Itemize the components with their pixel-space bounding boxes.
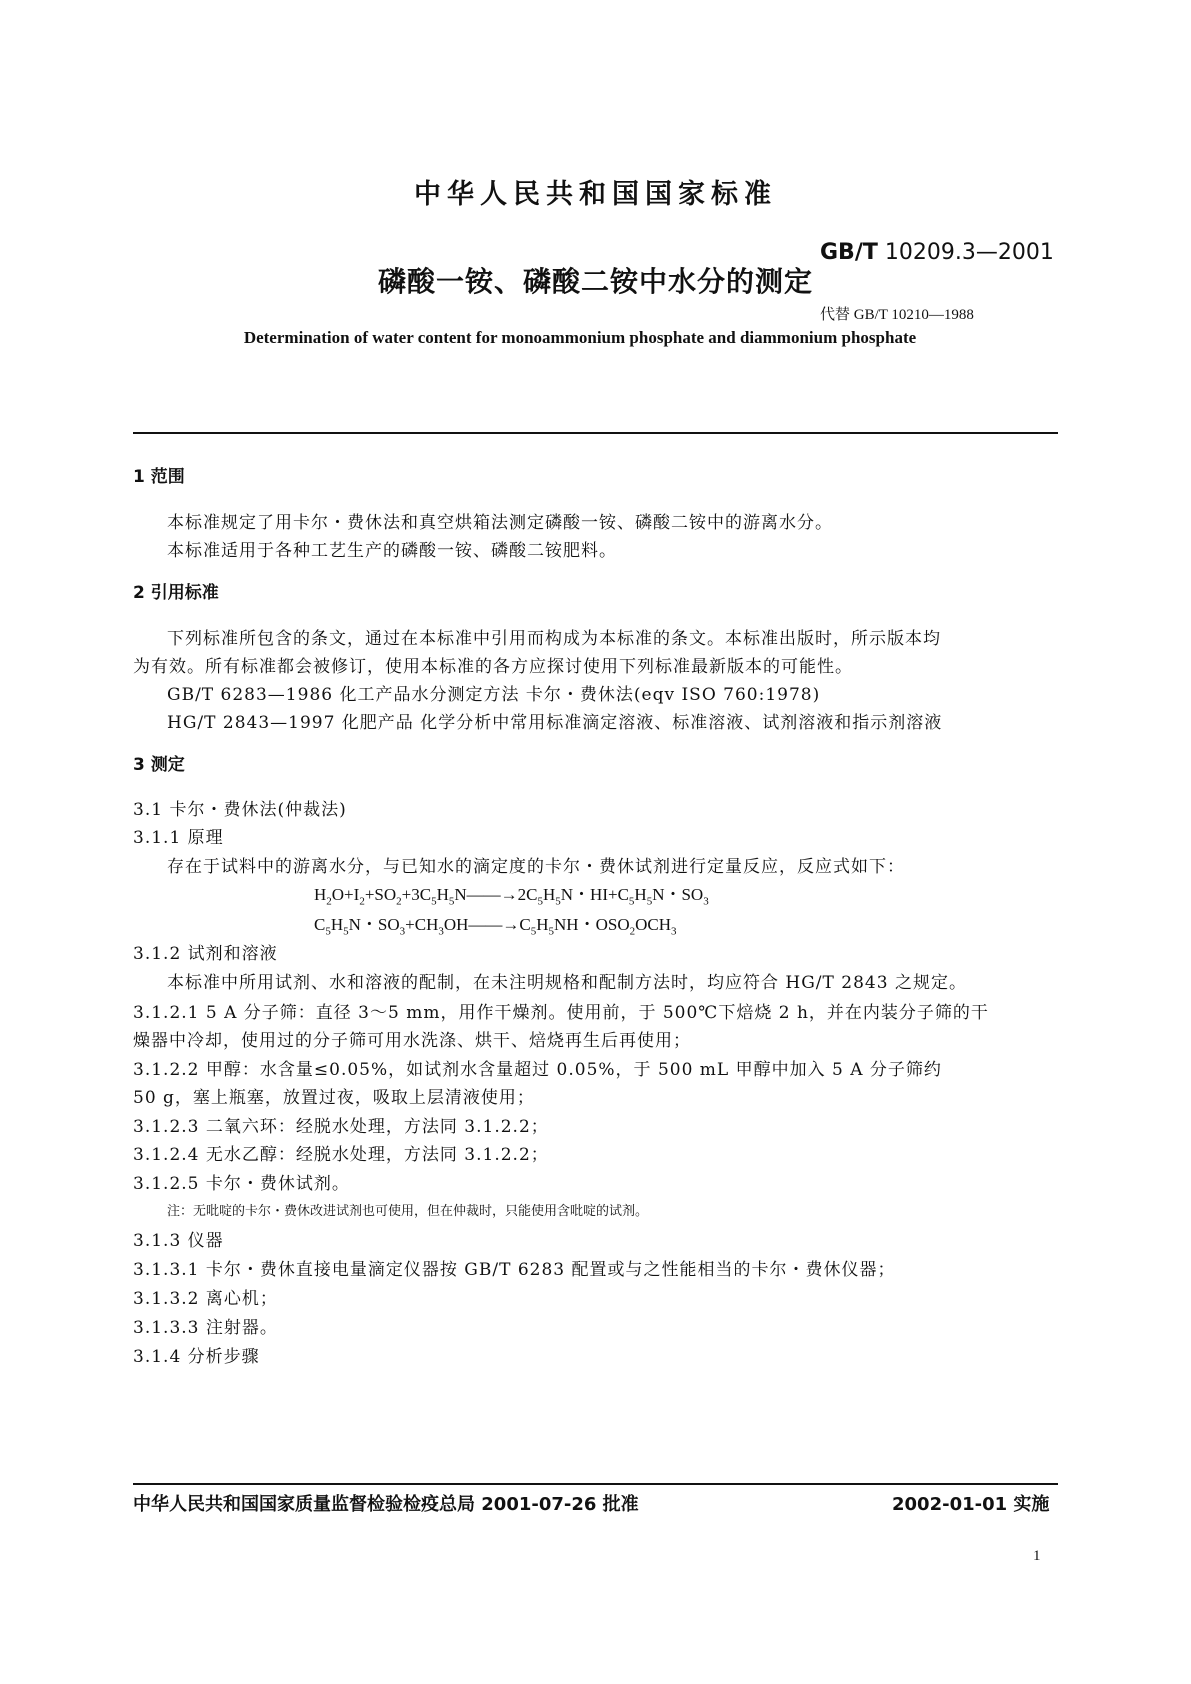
formula-text: +SO bbox=[364, 885, 397, 904]
formula-subscript: 5 bbox=[628, 895, 635, 908]
formula-text: H bbox=[536, 915, 549, 934]
eq1-lhs bbox=[314, 885, 467, 908]
formula-subscript: 5 bbox=[646, 895, 653, 908]
section-3-1-2: 3.1.2 试剂和溶液 bbox=[133, 944, 278, 964]
item-3-1-3-2: 3.1.3.2 离心机； bbox=[133, 1289, 278, 1309]
formula-subscript: 5 bbox=[537, 895, 543, 908]
title-en: Determination of water content for monoammonium phosphate and diammonium phosphate bbox=[243, 328, 917, 347]
formula-subscript: 2 bbox=[326, 895, 332, 908]
formula-text: H bbox=[330, 915, 344, 934]
section-3-1-3: 3.1.3 仪器 bbox=[133, 1231, 224, 1251]
reaction-equation-2 bbox=[314, 910, 677, 937]
formula-subscript: 3 bbox=[399, 925, 406, 938]
code-number: 10209.3—2001 bbox=[884, 240, 1054, 265]
formula-subscript: 2 bbox=[629, 925, 636, 938]
formula-text: H bbox=[314, 885, 327, 904]
eq2-arrow: ——→ bbox=[468, 915, 520, 934]
principle-text: 存在于试料中的游离水分，与已知水的滴定度的卡尔・费休试剂进行定量反应，反应式如下： bbox=[167, 857, 905, 877]
formula-text: 2C bbox=[517, 885, 538, 904]
section-2-heading: 2 引用标准 bbox=[133, 583, 219, 603]
formula-subscript: 5 bbox=[325, 925, 331, 938]
formula-subscript: 2 bbox=[396, 895, 402, 908]
section-3-1-4: 3.1.4 分析步骤 bbox=[133, 1347, 260, 1367]
replaces-note: 代替 GB/T 10210—1988 bbox=[820, 307, 974, 323]
formula-text: H bbox=[542, 885, 556, 904]
item-3-1-2-2-line-2: 50 g，塞上瓶塞，放置过夜，吸取上层清液使用； bbox=[133, 1088, 535, 1108]
formula-subscript: 5 bbox=[343, 925, 349, 938]
formula-subscript: 5 bbox=[548, 925, 555, 938]
formula-subscript: 2 bbox=[359, 895, 365, 908]
formula-subscript: 5 bbox=[448, 895, 455, 908]
formula-subscript: 3 bbox=[671, 925, 677, 938]
reference-gbt-6283: GB/T 6283—1986 化工产品水分测定方法 卡尔・费休法(eqv ISO 760:1978) bbox=[167, 685, 821, 705]
section-3-1-1: 3.1.1 原理 bbox=[133, 828, 224, 848]
s2-paragraph-line-2: 为有效。所有标准都会被修订，使用本标准的各方应探讨使用下列标准最新版本的可能性。 bbox=[133, 657, 853, 677]
formula-text: +CH bbox=[405, 915, 439, 934]
item-3-1-2-1-line-2: 燥器中冷却，使用过的分子筛可用水洗涤、烘干、焙烧再生后再使用； bbox=[133, 1031, 691, 1051]
eq1-arrow: ——→ bbox=[466, 885, 518, 904]
reaction-equation-1 bbox=[314, 880, 709, 907]
formula-subscript: 3 bbox=[703, 895, 709, 908]
reference-hgt-2843: HG/T 2843—1997 化肥产品 化学分析中常用标准滴定溶液、标准溶液、试剂溶液和指示剂溶液 bbox=[167, 713, 943, 733]
effective-date: 2002-01-01 实施 bbox=[892, 1494, 1050, 1515]
formula-text: OH bbox=[443, 915, 469, 934]
reagent-intro: 本标准中所用试剂、水和溶液的配制，在未注明规格和配制方法时，均应符合 HG/T 2843 之规定。 bbox=[167, 973, 967, 993]
formula-text: OCH bbox=[635, 915, 671, 934]
section-3-heading: 3 测定 bbox=[133, 755, 185, 775]
formula-text: NH・OSO bbox=[554, 915, 630, 934]
section-3-1: 3.1 卡尔・费休法(仲裁法) bbox=[133, 800, 347, 820]
page-number: 1 bbox=[1033, 1548, 1041, 1564]
item-3-1-2-4: 3.1.2.4 无水乙醇：经脱水处理，方法同 3.1.2.2； bbox=[133, 1145, 549, 1165]
item-3-1-3-1: 3.1.3.1 卡尔・费休直接电量滴定仪器按 GB/T 6283 配置或与之性能相当的卡尔・费休仪器； bbox=[133, 1260, 896, 1280]
footer-rule bbox=[133, 1483, 1058, 1485]
title-cn: 磷酸一铵、磷酸二铵中水分的测定 bbox=[377, 265, 813, 298]
formula-subscript: 5 bbox=[530, 925, 537, 938]
item-3-1-2-2-line-1: 3.1.2.2 甲醇：水含量≤0.05%，如试剂水含量超过 0.05%，于 500 mL 甲醇中加入 5 A 分子筛约 bbox=[133, 1060, 942, 1080]
formula-text: N bbox=[454, 885, 467, 904]
formula-text: N・SO bbox=[652, 885, 704, 904]
s2-paragraph-line-1: 下列标准所包含的条文，通过在本标准中引用而构成为本标准的条文。本标准出版时，所示版本均 bbox=[167, 629, 941, 649]
s1-paragraph-1: 本标准规定了用卡尔・费休法和真空烘箱法测定磷酸一铵、磷酸二铵中的游离水分。 bbox=[167, 513, 833, 533]
header-rule bbox=[133, 432, 1058, 434]
eq2-rhs bbox=[519, 915, 677, 938]
s1-paragraph-2: 本标准适用于各种工艺生产的磷酸一铵、磷酸二铵肥料。 bbox=[167, 541, 617, 561]
formula-text: O+I bbox=[331, 885, 360, 904]
reagent-note: 注：无吡啶的卡尔・费休改进试剂也可使用，但在仲裁时，只能使用含吡啶的试剂。 bbox=[167, 1204, 649, 1219]
formula-text: +3C bbox=[401, 885, 432, 904]
item-3-1-3-3: 3.1.3.3 注射器。 bbox=[133, 1318, 278, 1338]
item-3-1-2-5: 3.1.2.5 卡尔・费休试剂。 bbox=[133, 1174, 350, 1194]
formula-text: N・HI+C bbox=[560, 885, 629, 904]
formula-text: C bbox=[519, 915, 531, 934]
eq2-lhs bbox=[314, 915, 469, 938]
eq1-rhs bbox=[517, 885, 709, 908]
formula-subscript: 5 bbox=[431, 895, 437, 908]
code-prefix: GB/T bbox=[820, 240, 878, 265]
formula-text: N・SO bbox=[348, 915, 400, 934]
formula-text: H bbox=[436, 885, 449, 904]
approval-line: 中华人民共和国国家质量监督检验检疫总局 2001-07-26 批准 bbox=[133, 1494, 639, 1515]
formula-subscript: 3 bbox=[438, 925, 444, 938]
item-3-1-2-1-line-1: 3.1.2.1 5 A 分子筛：直径 3～5 mm，用作干燥剂。使用前，于 500℃下焙烧 2 h，并在内装分子筛的干 bbox=[133, 1003, 989, 1023]
item-3-1-2-3: 3.1.2.3 二氧六环：经脱水处理，方法同 3.1.2.2； bbox=[133, 1117, 549, 1137]
formula-text: C bbox=[314, 915, 326, 934]
section-1-heading: 1 范围 bbox=[133, 467, 185, 487]
formula-subscript: 5 bbox=[555, 895, 561, 908]
formula-text: H bbox=[634, 885, 647, 904]
standard-name: 中华人民共和国国家标准 bbox=[414, 179, 777, 210]
